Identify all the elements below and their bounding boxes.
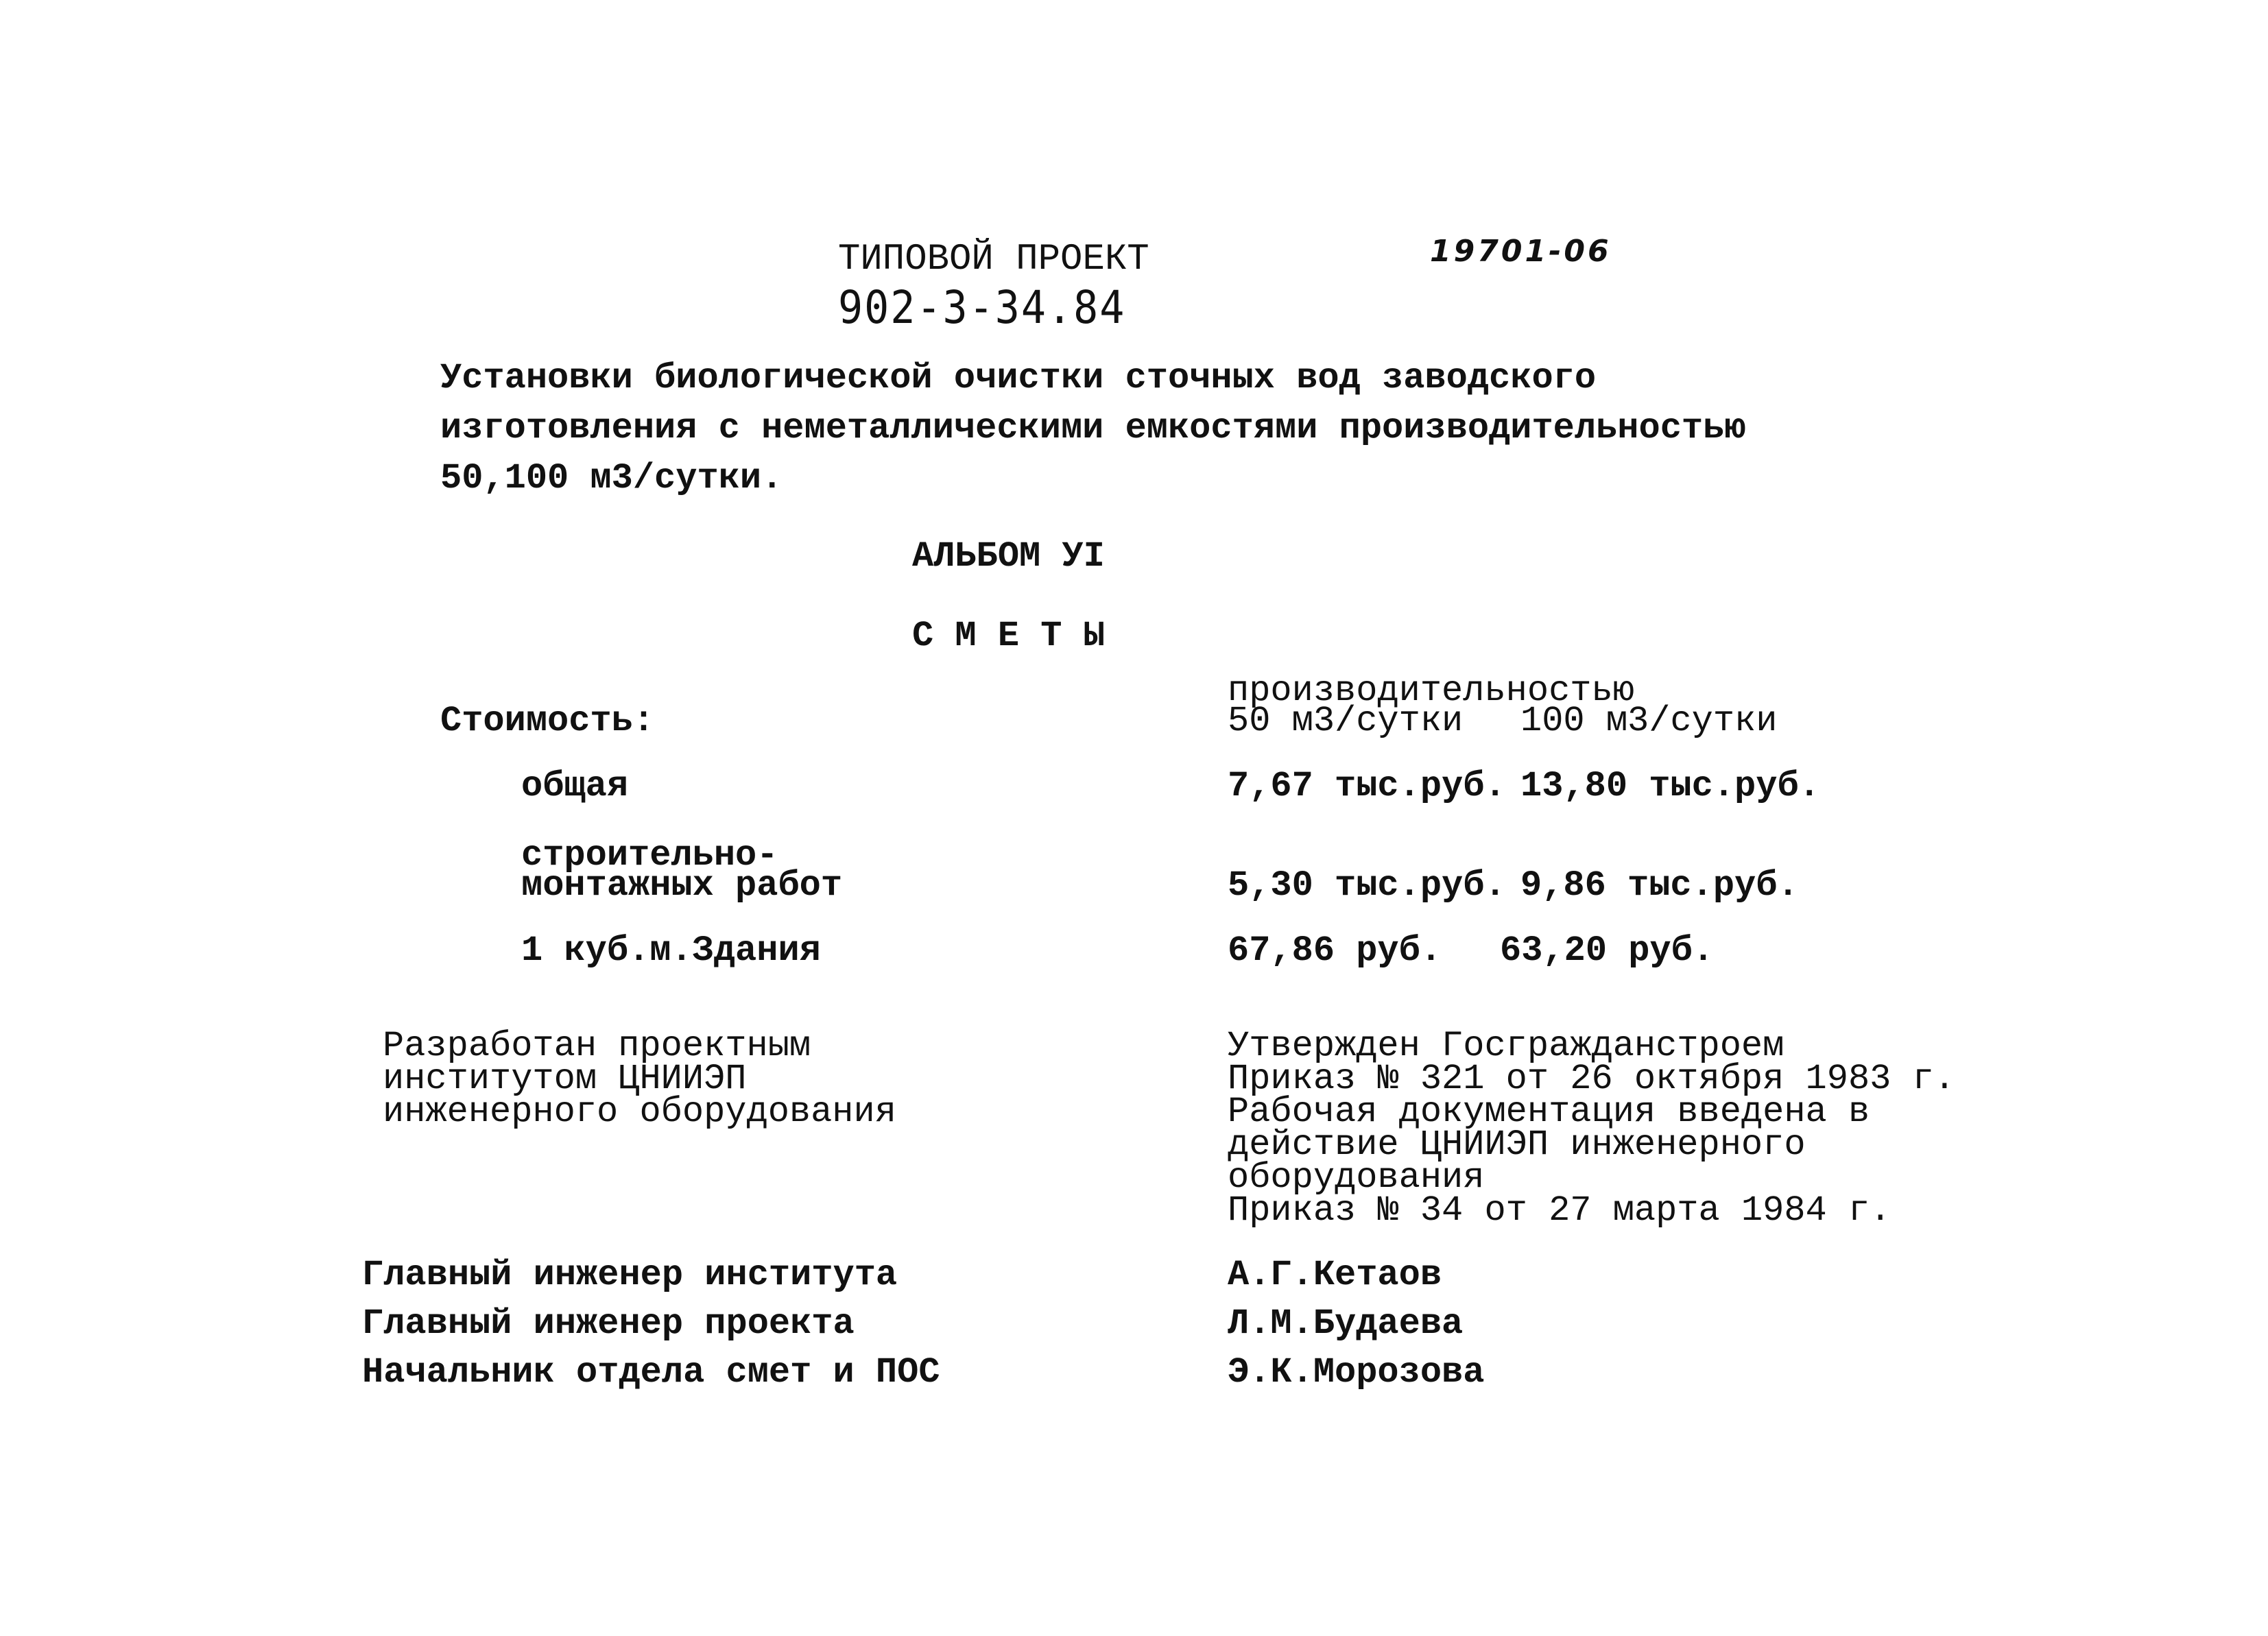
signature-role: Главный инженер института xyxy=(362,1255,898,1295)
approval-line-1: Утвержден Госгражданстроем xyxy=(1228,1026,1784,1066)
signature-name: Э.К.Морозова xyxy=(1228,1352,1485,1393)
album-number: АЛЬБОМ УI xyxy=(912,536,1105,577)
value-100: 9,86 тыс.руб. xyxy=(1520,865,1799,906)
value-50: 5,30 тыс.руб. xyxy=(1228,865,1506,906)
approval-line-2: Приказ № 321 от 26 октября 1983 г. xyxy=(1228,1059,1955,1099)
row-label: строительно- xyxy=(521,835,778,876)
signature-name: А.Г.Кетаов xyxy=(1228,1255,1442,1295)
approval-line-4: действие ЦНИИЭП инженерного xyxy=(1228,1124,1806,1165)
developer-line-3: инженерного оборудования xyxy=(383,1092,896,1132)
value-50: 7,67 тыс.руб. xyxy=(1228,766,1506,806)
value-100: 13,80 тыс.руб. xyxy=(1520,766,1820,806)
capacity-header: производительностью xyxy=(1228,671,1634,711)
developer-line-1: Разработан проектным xyxy=(383,1026,811,1066)
row-label: 1 куб.м.Здания xyxy=(521,930,821,971)
inventory-code: 19701-06 xyxy=(1430,234,1612,269)
doc-type-title: ТИПОВОЙ ПРОЕКТ xyxy=(838,239,1149,280)
col-100-header: 100 м3/сутки xyxy=(1520,701,1778,741)
value-50: 67,86 руб. xyxy=(1228,930,1442,971)
cost-label: Стоимость: xyxy=(440,701,655,741)
approval-line-6: Приказ № 34 от 27 марта 1984 г. xyxy=(1228,1190,1891,1231)
section-title: С М Е Т Ы xyxy=(912,616,1105,656)
approval-line-3: Рабочая документация введена в xyxy=(1228,1092,1870,1132)
approval-line-5: оборудования xyxy=(1228,1157,1485,1198)
description-line-2: изготовления с неметаллическими емкостями производительностью xyxy=(440,408,1746,448)
signature-role: Главный инженер проекта xyxy=(362,1303,855,1344)
description-line-3: 50,100 м3/сутки. xyxy=(440,458,783,498)
row-label-continued: монтажных работ xyxy=(521,865,843,906)
description-line-1: Установки биологической очистки сточных вод заводского xyxy=(440,358,1597,398)
row-label: общая xyxy=(521,766,629,806)
signature-name: Л.М.Будаева xyxy=(1228,1303,1464,1344)
signature-role: Начальник отдела смет и ПОС xyxy=(362,1352,940,1393)
project-number: 902-3-34.84 xyxy=(838,281,1126,335)
developer-line-2: институтом ЦНИИЭП xyxy=(383,1059,747,1099)
col-50-header: 50 м3/сутки xyxy=(1228,701,1464,741)
value-100: 63,20 руб. xyxy=(1500,930,1715,971)
